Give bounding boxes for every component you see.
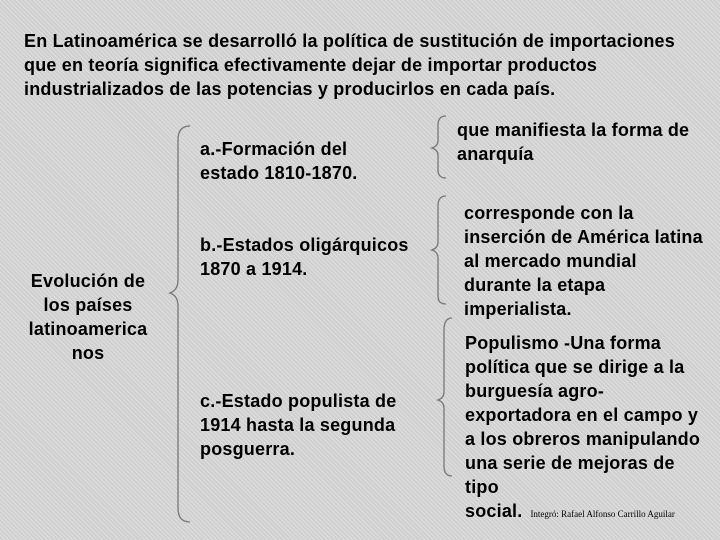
main-brace xyxy=(170,126,190,522)
brace-b xyxy=(432,196,446,304)
stage-a-label: a.-Formación del estado 1810-1870. xyxy=(200,139,358,183)
brace-c xyxy=(438,318,452,476)
stage-b-label: b.-Estados oligárquicos 1870 a 1914. xyxy=(200,235,409,279)
central-topic: Evolución de los países latinoamerica nos xyxy=(28,271,148,363)
stage-c-label: c.-Estado populista de 1914 hasta la segunda posguerra. xyxy=(200,391,397,459)
credit-text: Integró: Rafael Alfonso Carrillo Aguilar xyxy=(530,509,675,519)
stage-a-description: que manifiesta la forma de anarquía xyxy=(457,120,690,164)
intro-text: En Latinoamérica se desarrolló la política de sustitución de importaciones que en teoría significa efectivamente dejar de importar productos industrializados de las potencias y producirlos en cada país. xyxy=(24,31,675,99)
stage-b-description: corresponde con la inserción de América latina al mercado mundial durante la etapa imperialista. xyxy=(464,203,703,319)
stage-c-description-block xyxy=(465,331,705,526)
brace-a xyxy=(432,116,446,178)
stage-c-description: Populismo -Una forma política que se dirige a la burguesía agro-exportadora en el campo y a los obreros manipulando una serie de mejoras de tipo social. xyxy=(465,333,701,521)
